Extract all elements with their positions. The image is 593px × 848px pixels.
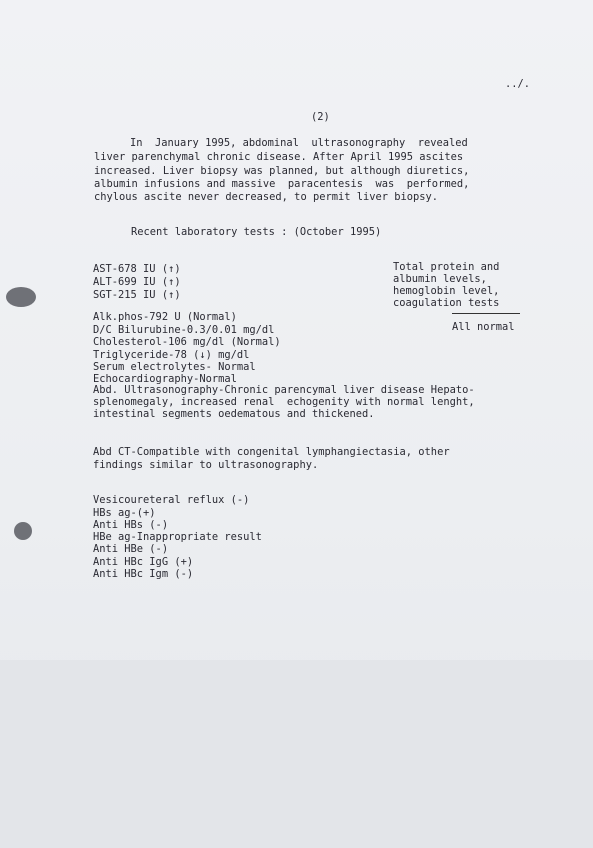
enzyme-line: AST-678 IU (↑) [93,263,181,275]
finding-line: Abd. Ultrasonography-Chronic parencymal liver disease Hepato- [93,384,475,396]
finding-line: splenomegaly, increased renal echogenity with normal lenght, [93,396,475,408]
side-note-rule [452,313,520,314]
intro-line: albumin infusions and massive paracentesis was performed, [94,178,470,190]
page-lower-shade [0,660,593,848]
ct-line: findings similar to ultrasonography. [93,459,319,471]
side-note-line: Total protein and [393,261,500,273]
finding-line: Serum electrolytes- Normal [93,361,256,373]
serology-line: Anti HBc IgG (+) [93,556,194,568]
ct-line: Abd CT-Compatible with congenital lymphangiectasia, other [93,446,450,458]
side-note-line: albumin levels, [393,273,487,285]
serology-line: Anti HBs (-) [93,519,169,531]
page-number: (2) [311,111,330,123]
intro-line: increased. Liver biopsy was planned, but although diuretics, [94,165,470,177]
lab-heading: Recent laboratory tests : (October 1995) [131,226,382,238]
intro-line: chylous ascite never decreased, to permit liver biopsy. [94,191,439,203]
side-result: All normal [452,321,515,333]
punch-hole-bottom [14,522,32,540]
intro-line: liver parenchymal chronic disease. After April 1995 ascites [94,151,464,163]
finding-line: D/C Bilurubine-0.3/0.01 mg/dl [93,324,275,336]
finding-line: Cholesterol-106 mg/dl (Normal) [93,336,281,348]
serology-line: HBe ag-Inappropriate result [93,531,262,543]
finding-line: Triglyceride-78 (↓) mg/dl [93,349,250,361]
punch-hole-top [6,287,36,307]
enzyme-line: SGT-215 IU (↑) [93,289,181,301]
side-note-line: coagulation tests [393,297,500,309]
intro-line: In January 1995, abdominal ultrasonography revealed [130,137,468,149]
serology-line: Vesicoureteral reflux (-) [93,494,250,506]
finding-line: Alk.phos-792 U (Normal) [93,311,237,323]
finding-line: intestinal segments oedematous and thickened. [93,408,375,420]
enzyme-line: ALT-699 IU (↑) [93,276,181,288]
serology-line: Anti HBe (-) [93,543,169,555]
continuation-mark: ../. [505,78,531,90]
side-note-line: hemoglobin level, [393,285,500,297]
serology-line: Anti HBc Igm (-) [93,568,194,580]
serology-line: HBs ag-(+) [93,507,156,519]
finding-line: Echocardiography-Normal [93,373,237,385]
